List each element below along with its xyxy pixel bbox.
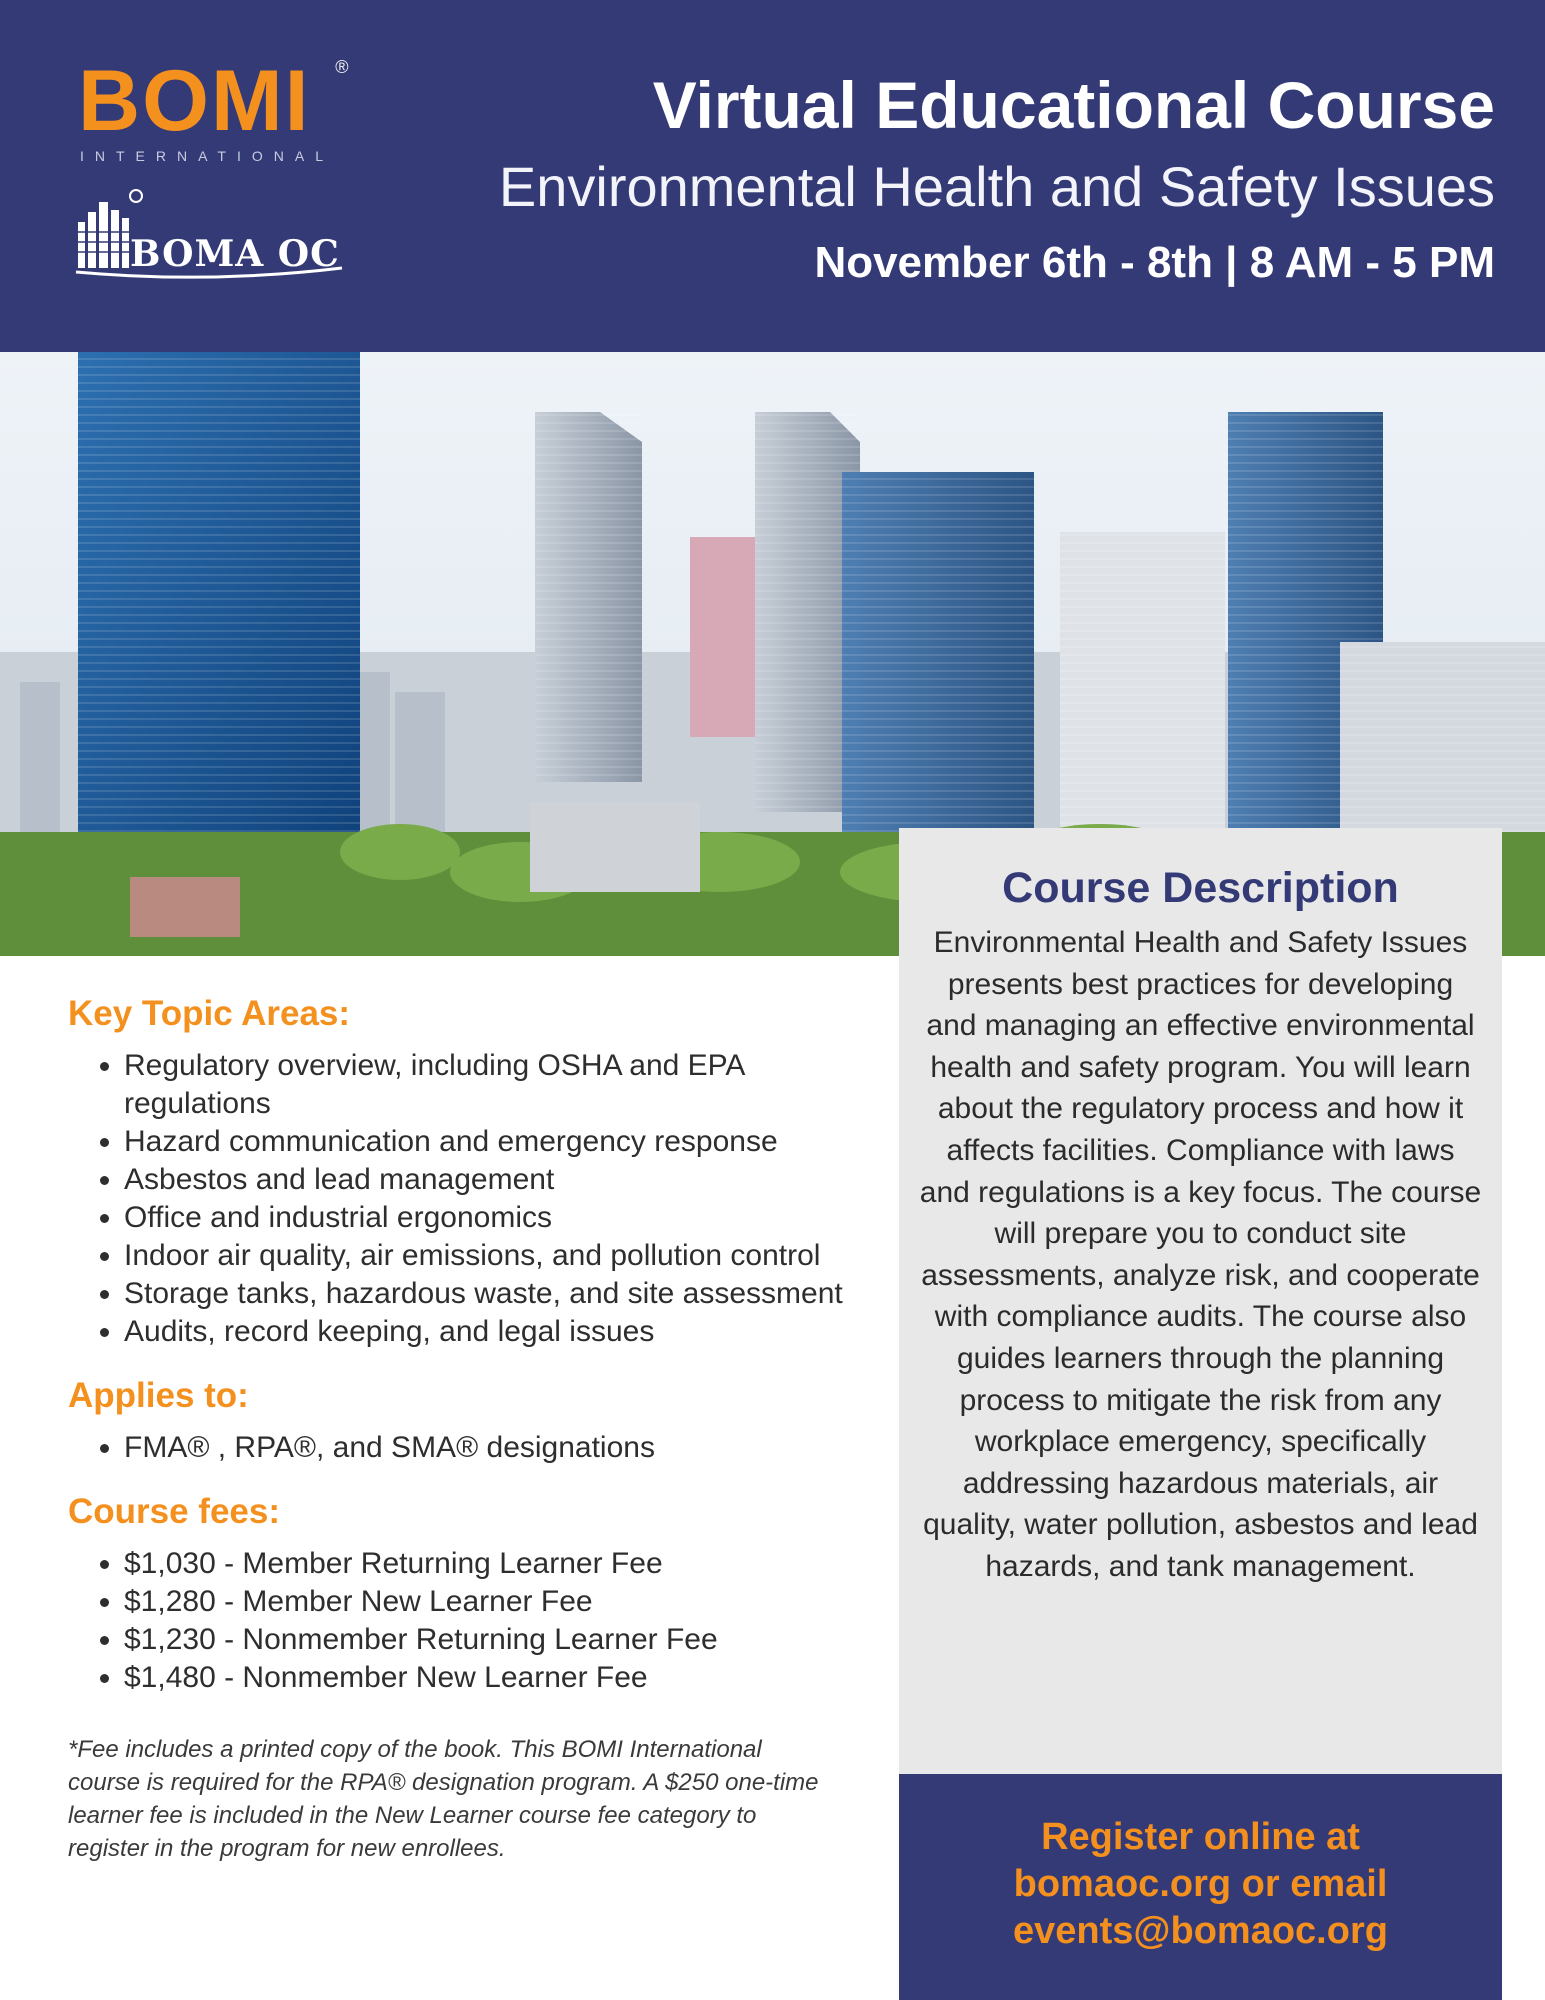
registered-mark: ® bbox=[335, 57, 351, 77]
bomi-logo bbox=[78, 53, 351, 164]
register-line-2: bomaoc.org or email bbox=[1013, 1863, 1388, 1905]
boma-oc-logo-text: BOMA OC bbox=[130, 233, 340, 275]
left-column bbox=[68, 993, 848, 1865]
list-item: • Asbestos and lead management bbox=[124, 1161, 848, 1199]
boma-oc-logo bbox=[74, 188, 344, 288]
bomi-logo-text: BOMI bbox=[78, 53, 311, 149]
header-banner bbox=[0, 0, 1545, 352]
register-email: events@bomaoc.org bbox=[1013, 1910, 1388, 1952]
list-item: • Storage tanks, hazardous waste, and site assessment bbox=[124, 1275, 848, 1313]
key-topics-heading: Key Topic Areas: bbox=[68, 994, 351, 1033]
list-item: • FMA® , RPA®, and SMA® designations bbox=[124, 1429, 848, 1467]
list-item: • Indoor air quality, air emissions, and pollution control bbox=[124, 1237, 848, 1275]
bomi-logo-subtext: INTERNATIONAL bbox=[80, 148, 334, 164]
course-description-heading: Course Description bbox=[1002, 864, 1399, 912]
course-fees-heading: Course fees: bbox=[68, 1492, 281, 1531]
register-panel bbox=[899, 1774, 1502, 2000]
applies-to-heading: Applies to: bbox=[68, 1376, 249, 1415]
list-item: • Office and industrial ergonomics bbox=[124, 1199, 848, 1237]
list-item: • $1,030 - Member Returning Learner Fee bbox=[124, 1545, 848, 1583]
key-topics-list bbox=[68, 1047, 848, 1351]
page-title: Virtual Educational Course bbox=[652, 68, 1495, 142]
title-block bbox=[499, 62, 1495, 294]
course-name: Environmental Health and Safety Issues bbox=[498, 155, 1495, 218]
course-description-text: Environmental Health and Safety Issues presents best practices for developing and managing an effective environmental health and safety program. You will learn about the regulatory process and how it affects facilities. Compliance with laws and regulations is a key focus. The course will prepare you to conduct site assessments, analyze risk, and cooperate with compliance audits. The course also guides learners through the planning process to mitigate the risk from any workplace emergency, specifically addressing hazardous materials, air quality, water pollution, asbestos and lead hazards, and tank management. bbox=[919, 926, 1482, 1583]
list-item: • Regulatory overview, including OSHA and EPA regulations bbox=[124, 1047, 848, 1123]
list-item: • Hazard communication and emergency response bbox=[124, 1123, 848, 1161]
list-item: • $1,280 - Member New Learner Fee bbox=[124, 1583, 848, 1621]
course-description-panel bbox=[899, 828, 1502, 1774]
list-item: • $1,230 - Nonmember Returning Learner Fee bbox=[124, 1621, 848, 1659]
course-fees-list bbox=[68, 1545, 848, 1697]
course-dates: November 6th - 8th | 8 AM - 5 PM bbox=[814, 238, 1495, 287]
list-item: • $1,480 - Nonmember New Learner Fee bbox=[124, 1659, 848, 1697]
list-item: • Audits, record keeping, and legal issues bbox=[124, 1313, 848, 1351]
fee-footnote: *Fee includes a printed copy of the book. This BOMI International course is required for the RPA® designation program. A $250 one-time learner fee is included in the New Learner course fee category to register in the program for new enrollees. bbox=[68, 1736, 819, 1862]
applies-to-list bbox=[68, 1429, 848, 1467]
register-line-1: Register online at bbox=[1041, 1816, 1360, 1858]
